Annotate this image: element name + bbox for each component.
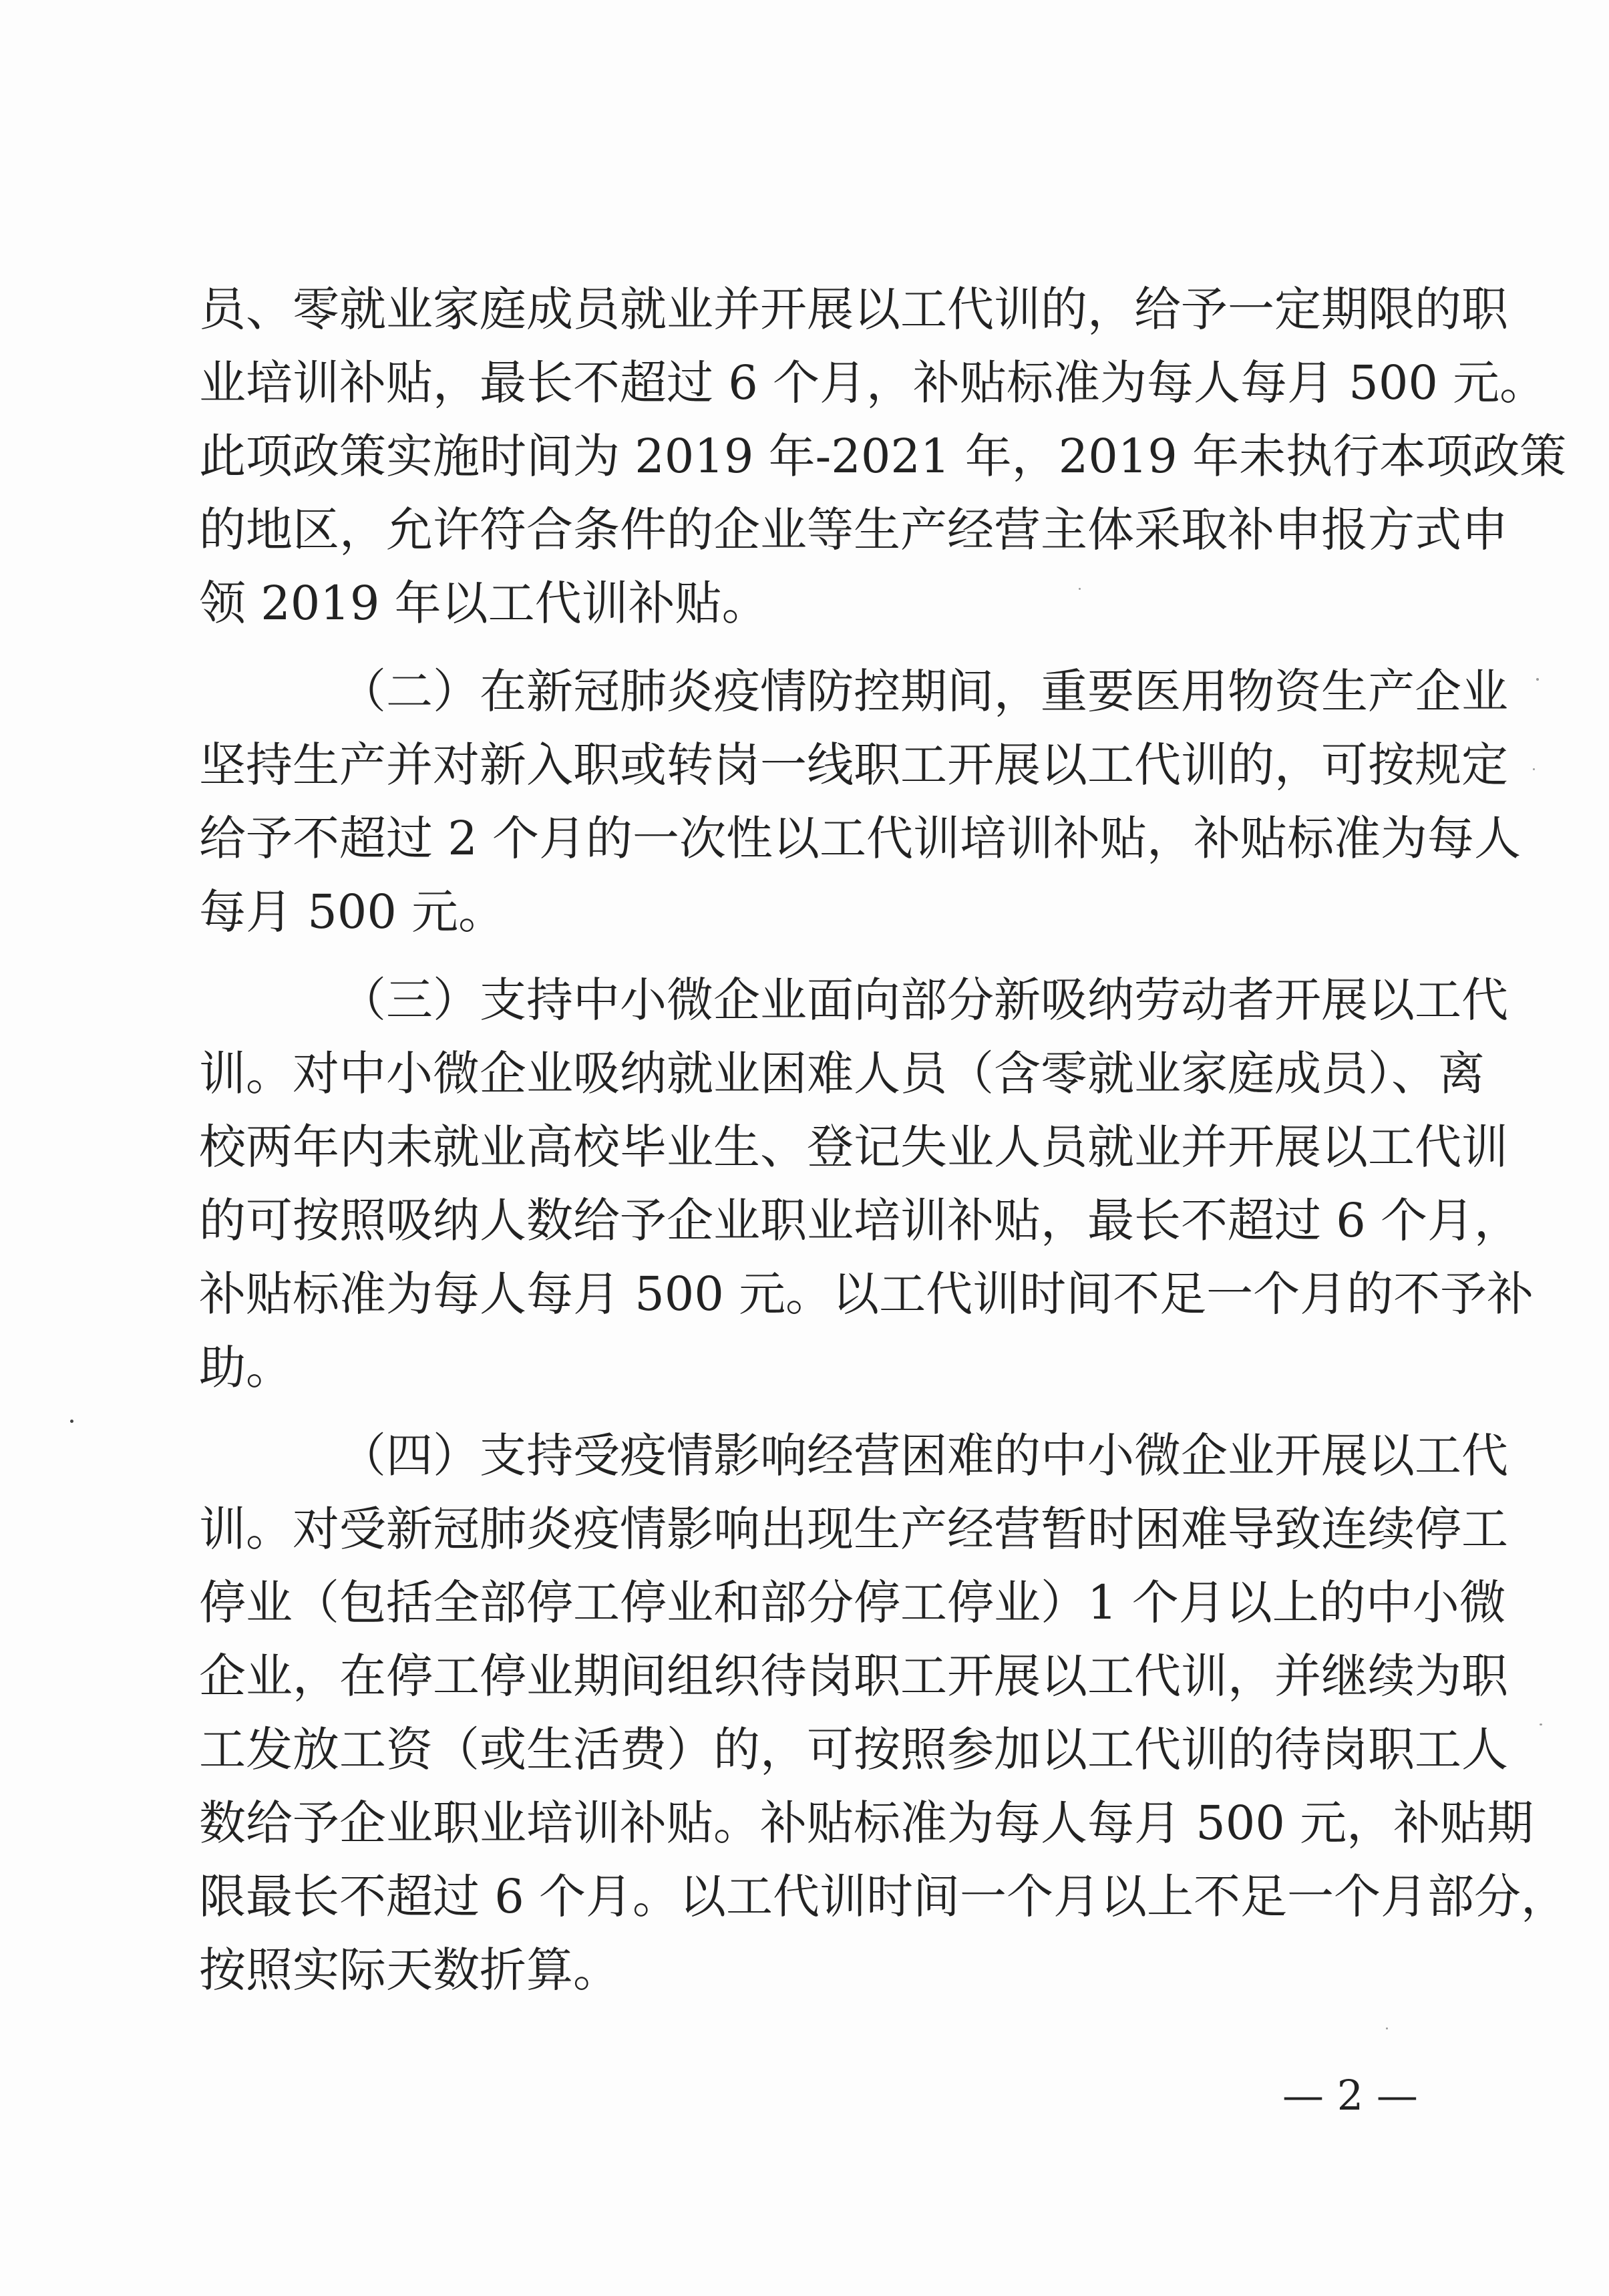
text-line: 补贴标准为每人每月 500 元。以工代训时间不足一个月的不予补 [199,1267,1534,1321]
text-line: 业培训补贴，最长不超过 6 个月，补贴标准为每人每月 500 元。 [199,355,1547,410]
paragraph-4 [199,1419,1568,2007]
text-line: 助。 [199,1340,293,1395]
scan-speck [70,1420,73,1423]
text-line: 校两年内未就业高校毕业生、登记失业人员就业并开展以工代训 [199,1120,1508,1174]
text-line: 的可按照吸纳人数给予企业职业培训补贴，最长不超过 6 个月， [199,1193,1522,1248]
scan-speck [1533,768,1535,770]
text-line: 坚持生产并对新入职或转岗一线职工开展以工代训的，可按规定 [199,737,1508,792]
paragraph-1 [199,273,1567,640]
paragraph-2 [199,655,1522,949]
text-line: 领 2019 年以工代训补贴。 [199,576,769,631]
text-line: 停业（包括全部停工停业和部分停工停业）1 个月以上的中小微 [199,1575,1506,1630]
scan-speck [1386,2027,1388,2029]
document-body [199,273,1568,2007]
text-line: 此项政策实施时间为 2019 年-2021 年，2019 年未执行本项政策 [199,429,1567,484]
text-line: （二）在新冠肺炎疫情防控期间，重要医用物资生产企业 [339,664,1508,719]
text-line: 按照实际天数折算。 [199,1943,620,1997]
text-line: （四）支持受疫情影响经营困难的中小微企业开展以工代 [339,1428,1508,1483]
text-line: （三）支持中小微企业面向部分新吸纳劳动者开展以工代 [339,973,1508,1027]
text-line: 的地区，允许符合条件的企业等生产经营主体采取补申报方式申 [199,502,1508,557]
scan-speck [1079,588,1081,590]
paragraph-3 [199,963,1534,1404]
text-line: 企业，在停工停业期间组织待岗职工开展以工代训，并继续为职 [199,1649,1508,1703]
page-number: — 2 — [1282,2071,1418,2120]
text-line: 训。对中小微企业吸纳就业困难人员（含零就业家庭成员）、离 [199,1046,1485,1101]
scan-speck [1536,678,1539,681]
text-line: 训。对受新冠肺炎疫情影响出现生产经营暂时困难导致连续停工 [199,1502,1508,1556]
text-line: 数给予企业职业培训补贴。补贴标准为每人每月 500 元，补贴期 [199,1796,1534,1850]
text-line: 给予不超过 2 个月的一次性以工代训培训补贴，补贴标准为每人 [199,811,1522,866]
text-line: 每月 500 元。 [199,884,506,939]
text-line: 限最长不超过 6 个月。以工代训时间一个月以上不足一个月部分， [199,1869,1568,1924]
text-line: 员、零就业家庭成员就业并开展以工代训的，给予一定期限的职 [199,282,1508,337]
scan-speck [1540,1724,1542,1726]
text-line: 工发放工资（或生活费）的，可按照参加以工代训的待岗职工人 [199,1722,1508,1777]
